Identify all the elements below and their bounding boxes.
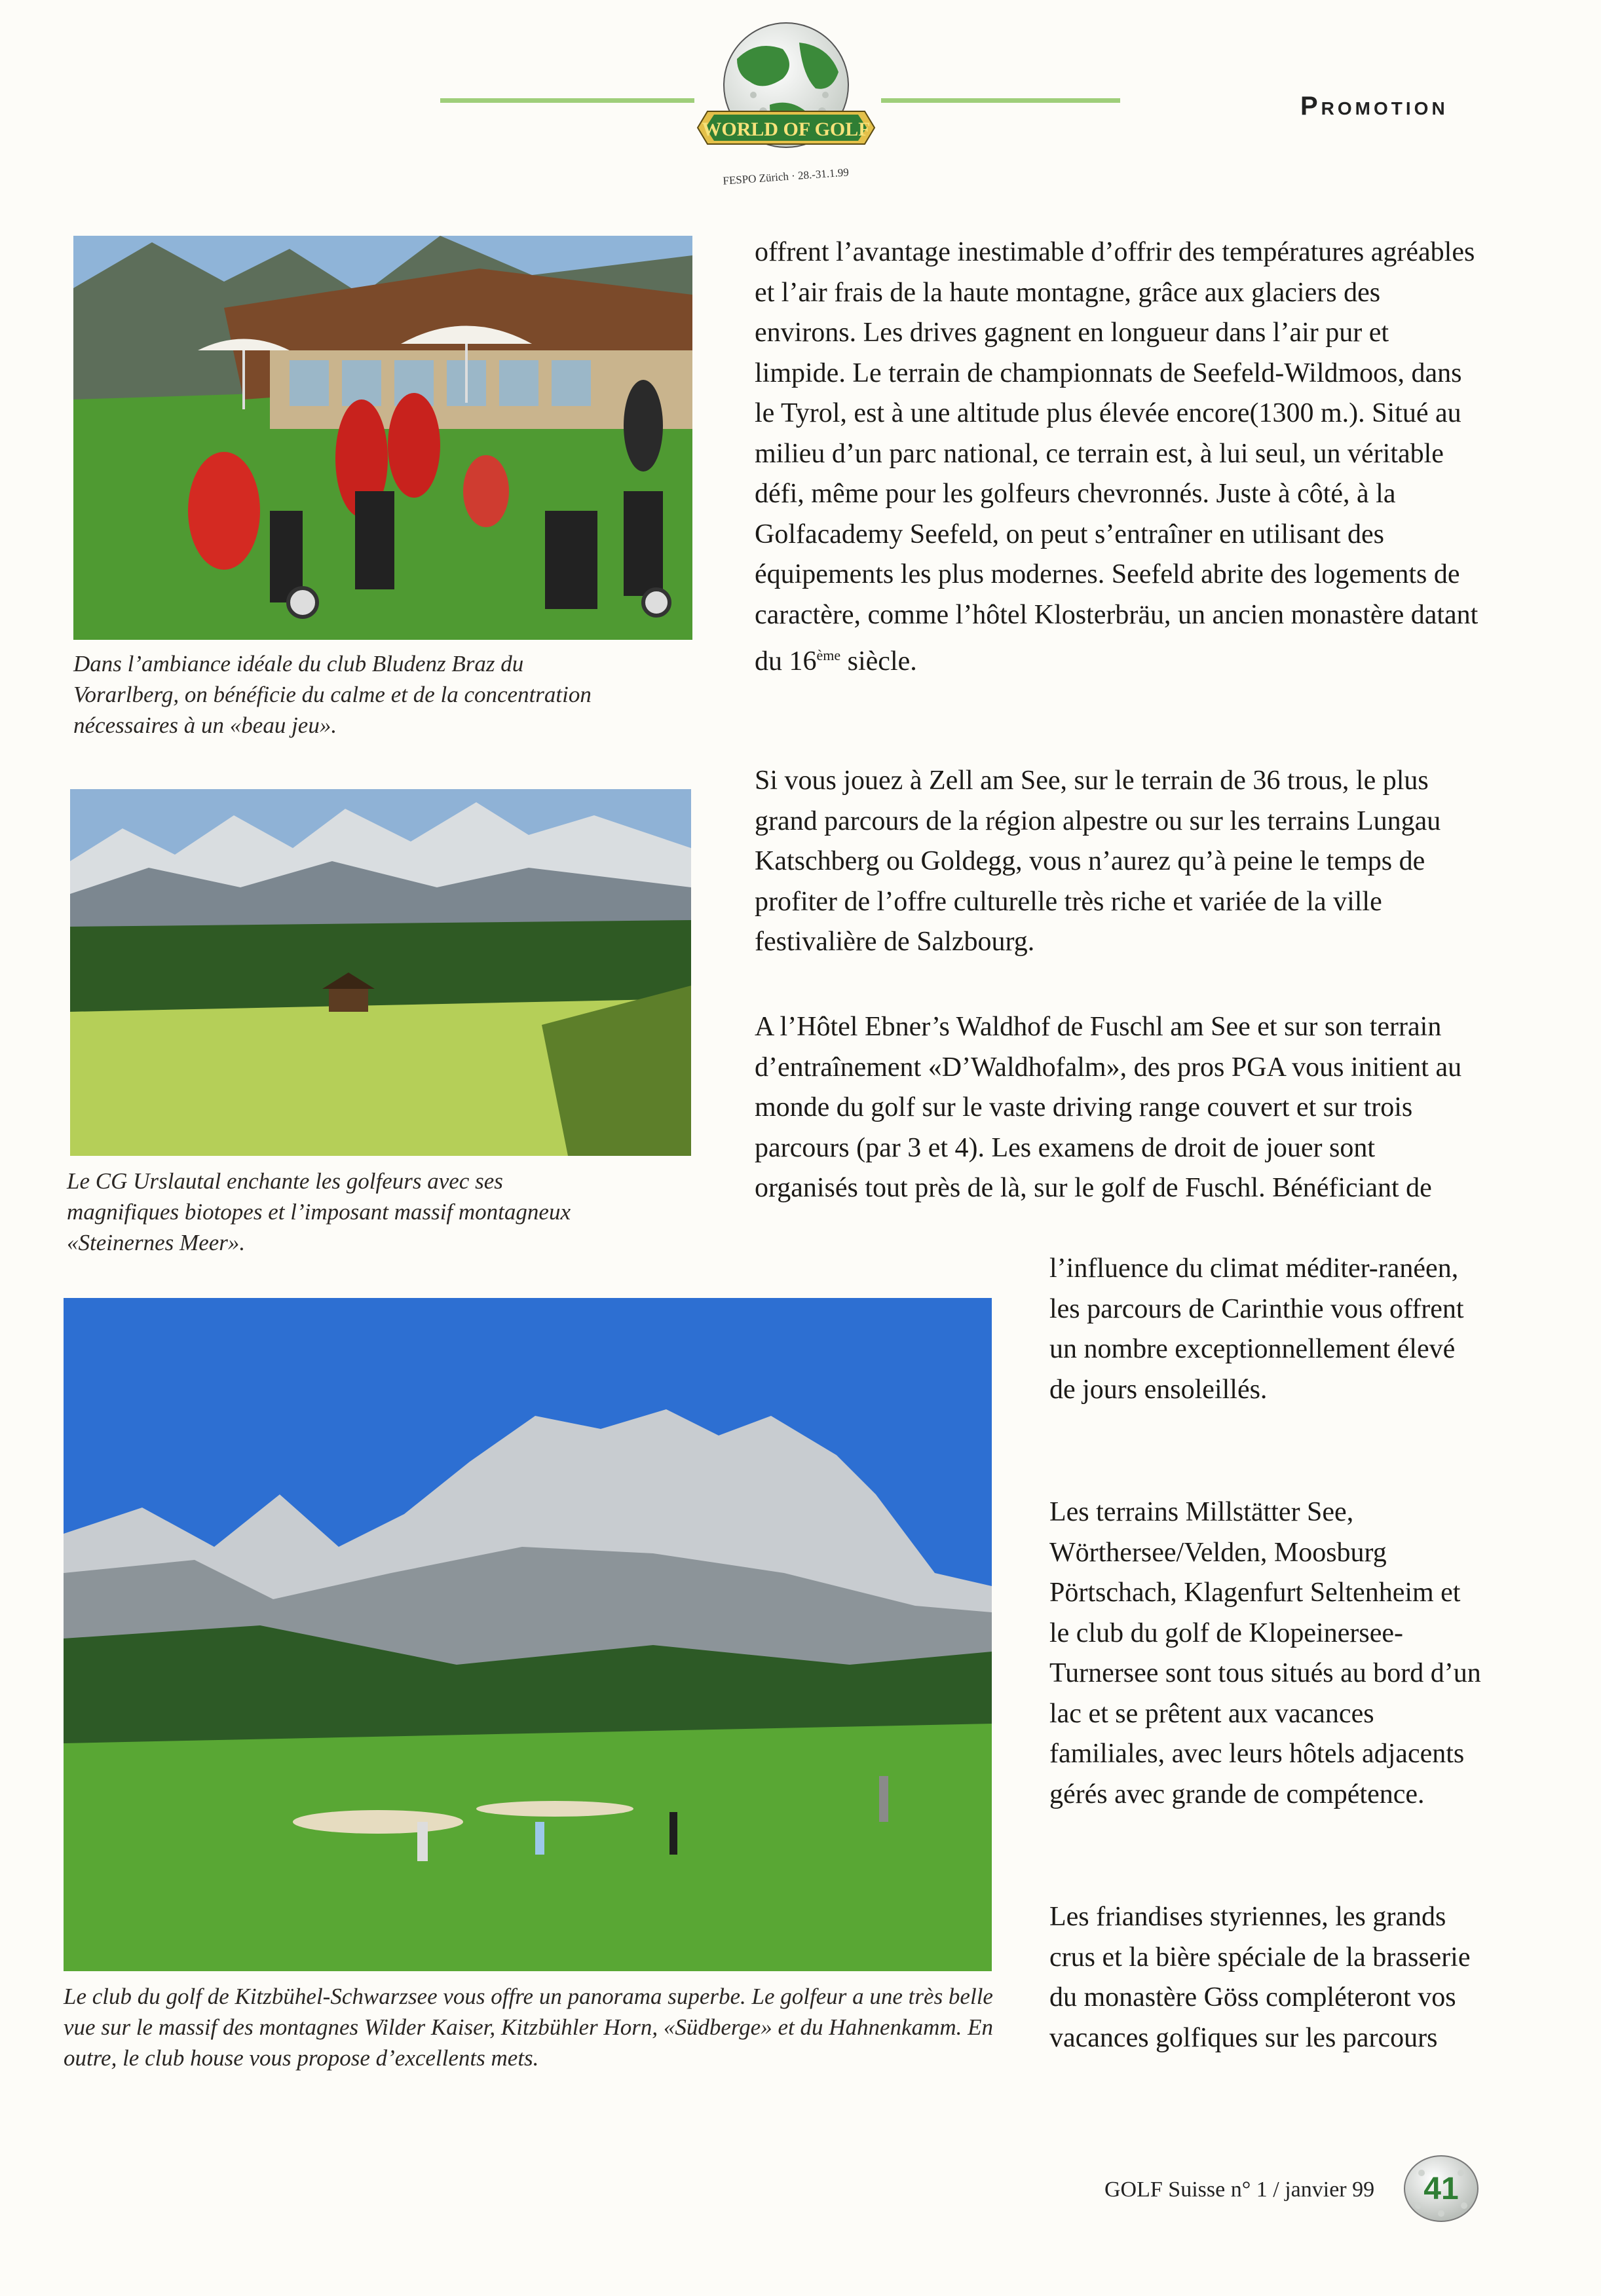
page-number: 41 (1423, 2172, 1459, 2206)
caption-urslautal: Le CG Urslautal enchante les golfeurs avec ses magnifiques biotopes et l’imposant massif montagneux «Steinernes Meer». (67, 1168, 571, 1255)
paragraph-1-end: siècle. (840, 646, 917, 676)
paragraph-3-continued: l’influence du climat méditer-ranéen, les parcours de Carinthie vous offrent un nombre exceptionnellement élevé de jours ensoleillés. (1049, 1253, 1464, 1405)
paragraph-4: Les terrains Millstätter See, Wörthersee/Velden, Moosburg Pörtschach, Klagenfurt Seltenheim et le club du golf de Klopeinersee-Turnersee sont tous situés au bord d’un lac et se prêtent aux vacances familiales, avec leurs hôtels adjacents gérés avec grande de compétence. (1049, 1497, 1481, 1809)
header-rule-right (881, 98, 1120, 103)
logo-title: WORLD OF GOLF (702, 119, 871, 140)
header-rule-left (440, 98, 694, 103)
paragraph-2: Si vous jouez à Zell am See, sur le terrain de 36 trous, le plus grand parcours de la région alpestre ou sur les terrains Lungau Katschberg ou Goldegg, vous n’aurez qu’à peine le temps de profiter de l’offre culturelle très riche et variée de la ville festivalière de Salzbourg. (755, 766, 1441, 957)
page-number-golfball (1402, 2153, 1480, 2224)
photo-urslautal (70, 789, 691, 1156)
photo-clubhouse (73, 236, 692, 640)
paragraph-1-superscript: ème (816, 647, 841, 663)
paragraph-1 (755, 232, 1479, 682)
caption-kitzbuehel: Le club du golf de Kitzbühel-Schwarzsee vous offre un panorama superbe. Le golfeur a une très belle vue sur le massif des montagnes Wilder Kaiser, Kitzbühler Horn, «Südberge» et du Hahnenkamm. En outre, le club house vous propose d’excellents mets. (64, 1984, 994, 2071)
photo-kitzbuehel (64, 1298, 992, 1971)
caption-clubhouse: Dans l’ambiance idéale du club Bludenz Braz du Vorarlberg, on bénéficie du calme et de la concentration nécessaires à un «beau jeu». (73, 651, 592, 738)
paragraph-3: A l’Hôtel Ebner’s Waldhof de Fuschl am See et sur son terrain d’entraînement «D’Waldhofalm», des pros PGA vous initient au monde du golf sur le vaste driving range couvert et sur trois parcours (par 3 et 4). Les examens de droit de jouer sont organisés tout près de là, sur le golf de Fuschl. Bénéficiant de (755, 1012, 1462, 1203)
publication-info: GOLF Suisse n° 1 / janvier 99 (1104, 2177, 1375, 2202)
logo-subtitle: FESPO Zürich · 28.-31.1.99 (722, 166, 850, 187)
world-of-golf-logo (691, 13, 881, 190)
paragraph-5: Les friandises styriennes, les grands crus et la bière spéciale de la brasserie du monastère Göss compléteront vos vacances golfiques sur les parcours (1049, 1902, 1471, 2053)
paragraph-1-text: offrent l’avantage inestimable d’offrir des températures agréables et l’air frais de la haute montagne, grâce aux glaciers des environs. Les drives gagnent en longueur dans l’air pur et limpide. Le terrain de championnats de Seefeld-Wildmoos, dans le Tyrol, est à une altitude plus élevée encore(1300 m.). Situé au milieu d’un parc national, ce terrain est, à lui seul, un véritable défi, même pour les golfeurs chevronnés. Juste à côté, à la Golfacademy Seefeld, on peut s’entraîner en utilisant des équipements les plus modernes. Seefeld abrite des logements de caractère, comme l’hôtel Klosterbräu, un ancien monastère datant du 16 (755, 237, 1479, 676)
section-label: Promotion (1300, 92, 1448, 120)
